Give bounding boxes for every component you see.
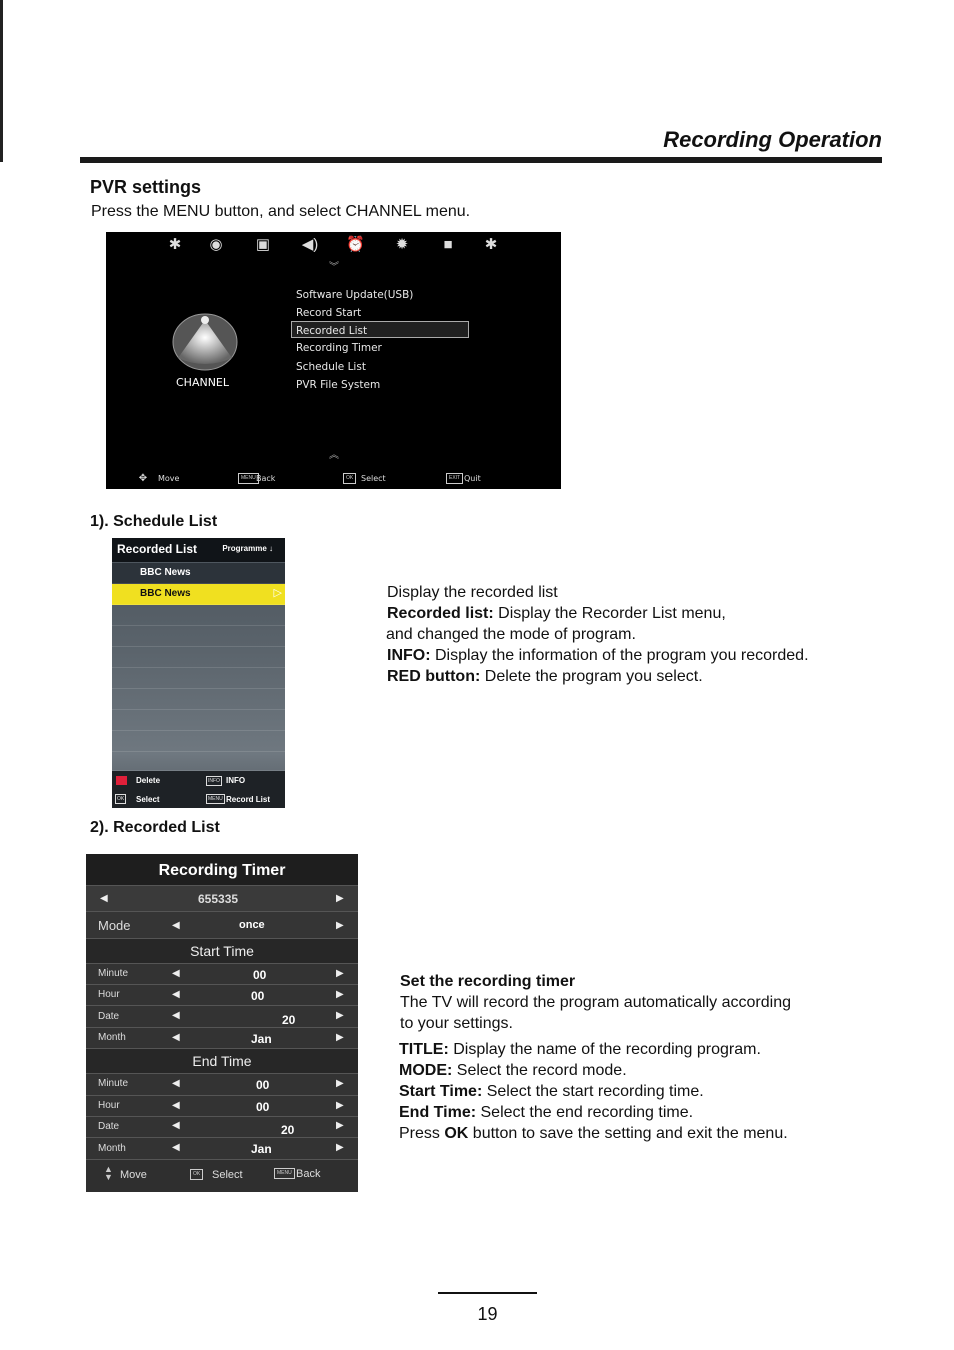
menu-key-icon: MENU — [208, 796, 223, 802]
end-hour-value: 00 — [256, 1100, 270, 1114]
margin-line — [0, 0, 3, 162]
desc-label: Start Time: — [399, 1083, 483, 1100]
pvr-intro: Press the MENU button, and select CHANNEL menu. — [91, 203, 471, 220]
footer-back: Back — [256, 474, 276, 483]
recorded-list-heading: 2). Recorded List — [90, 819, 220, 836]
page-number: 19 — [477, 1304, 498, 1324]
ok-key-icon: OK — [190, 1169, 203, 1180]
start-minute-row[interactable] — [86, 964, 358, 985]
recording-timer-description — [400, 971, 870, 1034]
date-label: Date — [98, 1011, 120, 1022]
chevron-down-icon: ︾ — [329, 262, 339, 273]
empty-row — [112, 605, 285, 626]
timer-title: Recording Timer — [158, 862, 286, 879]
left-arrow-icon[interactable]: ◀ — [100, 893, 108, 904]
header-rule — [80, 157, 882, 163]
chevron-right-icon: ▷ — [273, 587, 282, 599]
end-time-title: End Time — [192, 1053, 252, 1069]
empty-row — [112, 626, 285, 647]
minute-label: Minute — [98, 1078, 129, 1089]
desc-line — [399, 1060, 879, 1081]
menu-item-software-update[interactable]: Software Update(USB) — [296, 289, 414, 301]
chevron-up-icon: ︽ — [329, 450, 339, 461]
end-month-row[interactable] — [86, 1138, 358, 1160]
menu-item-recorded-list[interactable]: Recorded List — [296, 325, 368, 337]
footer-back: Back — [296, 1168, 321, 1180]
desc-line — [387, 645, 867, 666]
right-arrow-icon[interactable]: ▶ — [336, 989, 344, 1000]
exit-key-icon: EXIT — [446, 473, 463, 484]
picture-icon: ✱ — [168, 236, 182, 253]
desc-label: INFO: — [387, 647, 431, 664]
footer-record-list: Record List — [226, 795, 271, 804]
end-hour-row[interactable] — [86, 1096, 358, 1117]
recording-timer-screenshot — [86, 854, 358, 1192]
desc-text: Display the Recorder List menu, — [493, 605, 726, 622]
end-minute-value: 00 — [256, 1078, 270, 1092]
menu-item-record-start[interactable]: Record Start — [296, 307, 362, 319]
move-arrows-icon: ✥ — [138, 473, 148, 484]
channel-menu-screenshot — [106, 232, 561, 489]
start-hour-value: 00 — [251, 989, 265, 1003]
left-arrow-icon[interactable]: ◀ — [172, 1010, 180, 1021]
info-key-icon: INFO — [208, 778, 220, 784]
desc-line: and changed the mode of program. — [386, 626, 636, 643]
desc-label: MODE: — [399, 1062, 453, 1079]
recorded-list-footer — [112, 771, 285, 808]
start-hour-row[interactable] — [86, 985, 358, 1006]
desc-label: Recorded list: — [387, 605, 494, 622]
desc-line: The TV will record the program automatically according — [400, 994, 791, 1011]
menu-item-pvr-file-system[interactable]: PVR File System — [296, 379, 381, 391]
right-arrow-icon[interactable]: ▶ — [336, 1078, 344, 1089]
desc-heading: Set the recording timer — [400, 973, 576, 990]
left-arrow-icon[interactable]: ◀ — [172, 1100, 180, 1111]
footer-info: INFO — [226, 776, 246, 785]
menu-item-schedule-list[interactable]: Schedule List — [296, 361, 366, 373]
right-arrow-icon[interactable]: ▶ — [336, 1010, 344, 1021]
desc-text: Select the start recording time. — [482, 1083, 704, 1100]
recorded-list-title: Recorded List — [117, 542, 198, 556]
left-arrow-icon[interactable]: ◀ — [172, 1142, 180, 1153]
empty-row — [112, 750, 285, 771]
sound-icon: ◀) — [301, 236, 319, 253]
menu-key-icon: MENU — [238, 473, 259, 484]
mode-value: once — [239, 919, 265, 931]
desc-line — [387, 603, 867, 624]
left-arrow-icon[interactable]: ◀ — [172, 989, 180, 1000]
channel-dish-icon — [170, 310, 240, 372]
desc-line — [399, 1123, 879, 1144]
right-arrow-icon[interactable]: ▶ — [336, 1142, 344, 1153]
schedule-list-heading: 1). Schedule List — [90, 513, 218, 530]
hour-label: Hour — [98, 1100, 120, 1111]
month-label: Month — [98, 1032, 126, 1043]
start-month-row[interactable] — [86, 1028, 358, 1049]
desc-label: End Time: — [399, 1104, 477, 1121]
right-arrow-icon[interactable]: ▶ — [336, 968, 344, 979]
end-date-value: 20 — [281, 1123, 295, 1137]
footer-move: Move — [120, 1169, 147, 1181]
footer-delete: Delete — [136, 776, 161, 785]
footer-select: Select — [136, 795, 160, 804]
red-button-icon — [116, 776, 127, 785]
desc-text: Display the name of the recording program. — [448, 1041, 761, 1058]
channel-icon: ◉ — [209, 236, 223, 253]
clock-icon: ⏰ — [346, 236, 365, 253]
end-month-value: Jan — [251, 1142, 272, 1156]
recording-timer-field-descriptions — [399, 1039, 879, 1144]
mode-label: Mode — [98, 918, 131, 933]
right-arrow-icon[interactable]: ▶ — [336, 1100, 344, 1111]
left-arrow-icon[interactable]: ◀ — [172, 1032, 180, 1043]
left-arrow-icon[interactable]: ◀ — [172, 1120, 180, 1131]
list-item-title: BBC News — [140, 567, 191, 578]
programme-sort[interactable]: Programme ↓ — [222, 544, 273, 553]
list-item-title: BBC News — [140, 588, 191, 599]
empty-row — [112, 731, 285, 752]
pvr-heading: PVR settings — [90, 177, 202, 197]
desc-text: Select the record mode. — [452, 1062, 627, 1079]
desc-text: Delete the program you select. — [480, 668, 703, 685]
right-arrow-icon[interactable]: ▶ — [336, 1120, 344, 1131]
minute-label: Minute — [98, 968, 129, 979]
list-item-selected[interactable] — [112, 584, 285, 605]
right-arrow-icon[interactable]: ▶ — [336, 893, 344, 904]
left-arrow-icon[interactable]: ◀ — [172, 1078, 180, 1089]
footer-select: Select — [361, 474, 386, 483]
mode-row[interactable] — [86, 912, 358, 939]
left-arrow-icon[interactable]: ◀ — [172, 920, 180, 931]
channel-label: CHANNEL — [176, 376, 230, 389]
page-header-title: Recording Operation — [663, 127, 882, 152]
date-label: Date — [98, 1121, 120, 1132]
footer-quit: Quit — [464, 474, 481, 483]
hour-label: Hour — [98, 989, 120, 1000]
schedule-list-description — [387, 582, 867, 687]
start-minute-value: 00 — [253, 968, 267, 982]
screen-icon: ▣ — [255, 236, 271, 253]
desc-line: Display the recorded list — [387, 584, 558, 601]
desc-text: Display the information of the program you recorded. — [430, 647, 809, 664]
gear-icon: ✹ — [395, 236, 409, 253]
month-label: Month — [98, 1143, 126, 1154]
empty-row — [112, 710, 285, 731]
channel-value: 655335 — [198, 892, 239, 906]
start-time-title: Start Time — [190, 943, 254, 959]
menu-item-recording-timer[interactable]: Recording Timer — [296, 342, 382, 354]
desc-line: to your settings. — [400, 1015, 513, 1032]
footer-select: Select — [212, 1169, 243, 1181]
desc-line — [399, 1039, 879, 1060]
desc-label: OK — [444, 1125, 469, 1142]
end-date-row[interactable] — [86, 1117, 358, 1138]
end-minute-row[interactable] — [86, 1074, 358, 1096]
menu-key-icon: MENU — [274, 1168, 295, 1179]
desc-text: Select the end recording time. — [476, 1104, 694, 1121]
desc-line — [399, 1081, 879, 1102]
desc-label: TITLE: — [399, 1041, 449, 1058]
lock-icon: ■ — [443, 236, 453, 253]
empty-row — [112, 647, 285, 668]
timer-footer — [86, 1160, 358, 1192]
recorded-list-screenshot — [112, 538, 285, 808]
page-number-rule — [438, 1292, 537, 1294]
ok-key-icon: OK — [117, 796, 125, 802]
list-item[interactable] — [112, 563, 285, 584]
start-date-row[interactable] — [86, 1006, 358, 1028]
desc-label: RED button: — [387, 668, 481, 685]
star-icon: ✱ — [484, 236, 498, 253]
right-arrow-icon[interactable]: ▶ — [336, 920, 344, 931]
desc-text: Press — [399, 1125, 445, 1142]
ok-key-icon: OK — [343, 473, 356, 484]
footer-move: Move — [158, 474, 180, 483]
right-arrow-icon[interactable]: ▶ — [336, 1032, 344, 1043]
start-month-value: Jan — [251, 1032, 272, 1046]
channel-row[interactable] — [86, 886, 358, 912]
desc-line — [399, 1102, 879, 1123]
desc-line — [387, 666, 867, 687]
updown-arrows-icon: ▲ ▼ — [104, 1164, 113, 1182]
desc-text: button to save the setting and exit the menu. — [468, 1125, 788, 1142]
empty-row — [112, 689, 285, 710]
empty-row — [112, 668, 285, 689]
start-date-value: 20 — [282, 1013, 296, 1027]
left-arrow-icon[interactable]: ◀ — [172, 968, 180, 979]
